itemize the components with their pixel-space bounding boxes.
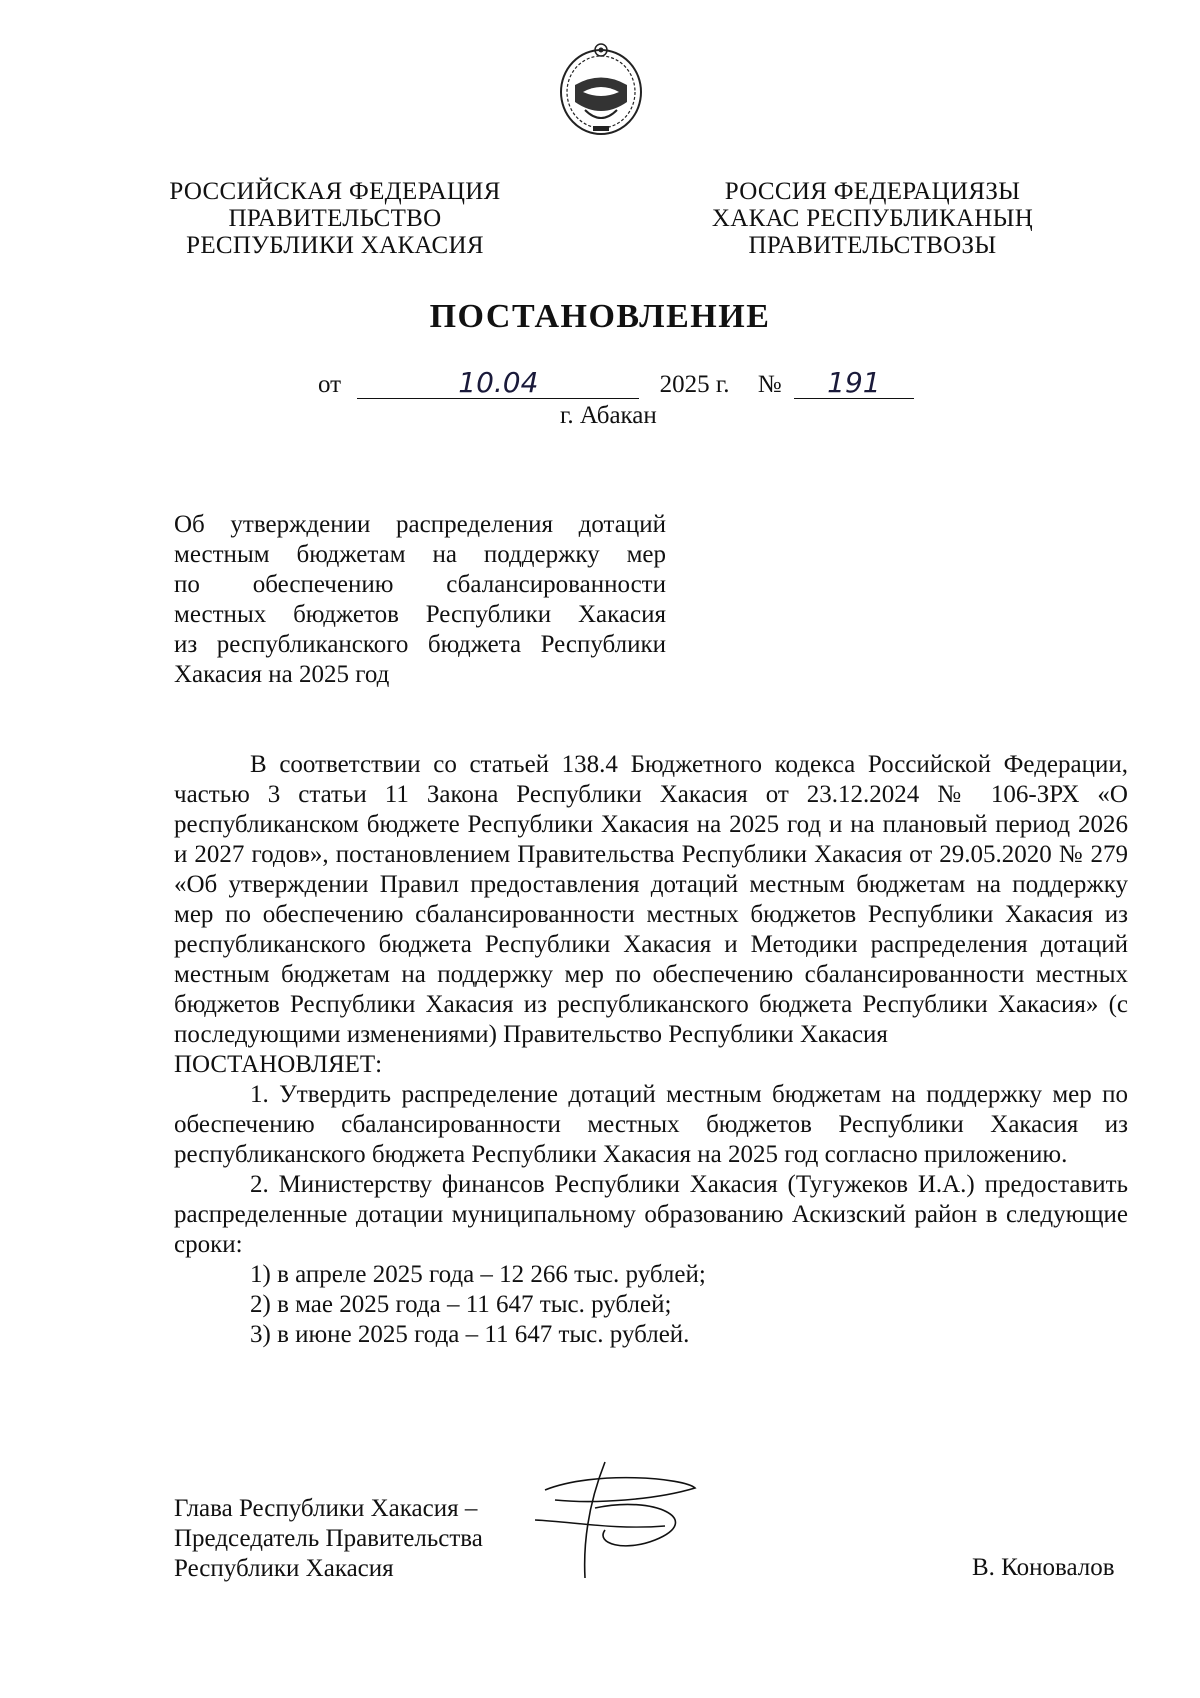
subitem-3: 3) в июне 2025 года – 11 647 тыс. рублей. [250, 1321, 690, 1348]
number-label: № [757, 371, 782, 398]
date-number-line [318, 368, 914, 400]
document-title: ПОСТАНОВЛЕНИЕ [429, 298, 771, 335]
header-right-line-1: РОССИЯ ФЕДЕРАЦИЯЗЫ [724, 178, 1021, 205]
coat-of-arms-emblem [555, 40, 647, 138]
date-from-label: от [318, 371, 342, 398]
signatory-position [174, 1494, 483, 1584]
document-body [174, 750, 1128, 1350]
number-handwritten: 191 [794, 368, 914, 399]
item-1-paragraph: 1. Утвердить распределение дотаций местным бюджетам на поддержку мер по обеспечению сбалансированности местных бюджетов Республики Хакасия из республиканского бюджета Республики Хакасия на 2025 год согласно приложению. [174, 1081, 1128, 1168]
signatory-name: В. Коновалов [972, 1554, 1115, 1581]
signatory-position-line: Председатель Правительства [174, 1525, 483, 1552]
header-right-line-2: ХАКАС РЕСПУБЛИКАНЫҢ [711, 205, 1034, 232]
subitem-1: 1) в апреле 2025 года – 12 266 тыс. рублей; [250, 1261, 706, 1288]
handwritten-signature [535, 1460, 735, 1580]
header-right [705, 178, 1040, 259]
header-left-line-2: ПРАВИТЕЛЬСТВО [228, 205, 442, 232]
decree-word: ПОСТАНОВЛЯЕТ: [174, 1051, 383, 1078]
subject-line: местным бюджетам на поддержку мер [174, 541, 666, 568]
item-2-paragraph: 2. Министерству финансов Республики Хакасия (Тугужеков И.А.) предоставить распределенные дотации муниципальному образованию Аскизский район в следующие сроки: [174, 1171, 1128, 1258]
year-label: 2025 г. [659, 371, 730, 398]
subject-line: из республиканского бюджета Республики [174, 631, 666, 658]
subject-line: Хакасия на 2025 год [174, 661, 390, 688]
subject-line: по обеспечению сбалансированности [174, 571, 666, 598]
header-left [155, 178, 515, 259]
document-subject [174, 510, 666, 690]
signatory-position-line: Республики Хакасия [174, 1555, 394, 1582]
header-left-line-1: РОССИЙСКАЯ ФЕДЕРАЦИЯ [169, 178, 501, 205]
subject-line: Об утверждении распределения дотаций [174, 511, 666, 538]
subitem-2: 2) в мае 2025 года – 11 647 тыс. рублей; [250, 1291, 672, 1318]
header-left-line-3: РЕСПУБЛИКИ ХАКАСИЯ [186, 232, 484, 259]
subject-line: местных бюджетов Республики Хакасия [174, 601, 666, 628]
preamble-paragraph: В соответствии со статьей 138.4 Бюджетного кодекса Российской Федерации, частью 3 статьи 11 Закона Республики Хакасия от 23.12.2024 № 106-ЗРХ «О республиканском бюджете Республики Хакасия на 2025 год и на плановый период 2026 и 2027 годов», постановлением Правительства Республики Хакасия от 29.05.2020 № 279 «Об утверждении Правил предоставления дотаций местным бюджетам на поддержку мер по обеспечению сбалансированности местных бюджетов Республики Хакасия из республиканского бюджета Республики Хакасия и Методики распределения дотаций местным бюджетам на поддержку мер по обеспечению сбалансированности местных бюджетов Республики Хакасия из республиканского бюджета Республики Хакасия» (с последующими изменениями) Правительство Республики Хакасия [174, 751, 1128, 1048]
city-label: г. Абакан [560, 402, 657, 429]
header-right-line-3: ПРАВИТЕЛЬСТВОЗЫ [748, 232, 997, 259]
signatory-position-line: Глава Республики Хакасия – [174, 1495, 478, 1522]
date-handwritten: 10.04 [357, 368, 639, 399]
